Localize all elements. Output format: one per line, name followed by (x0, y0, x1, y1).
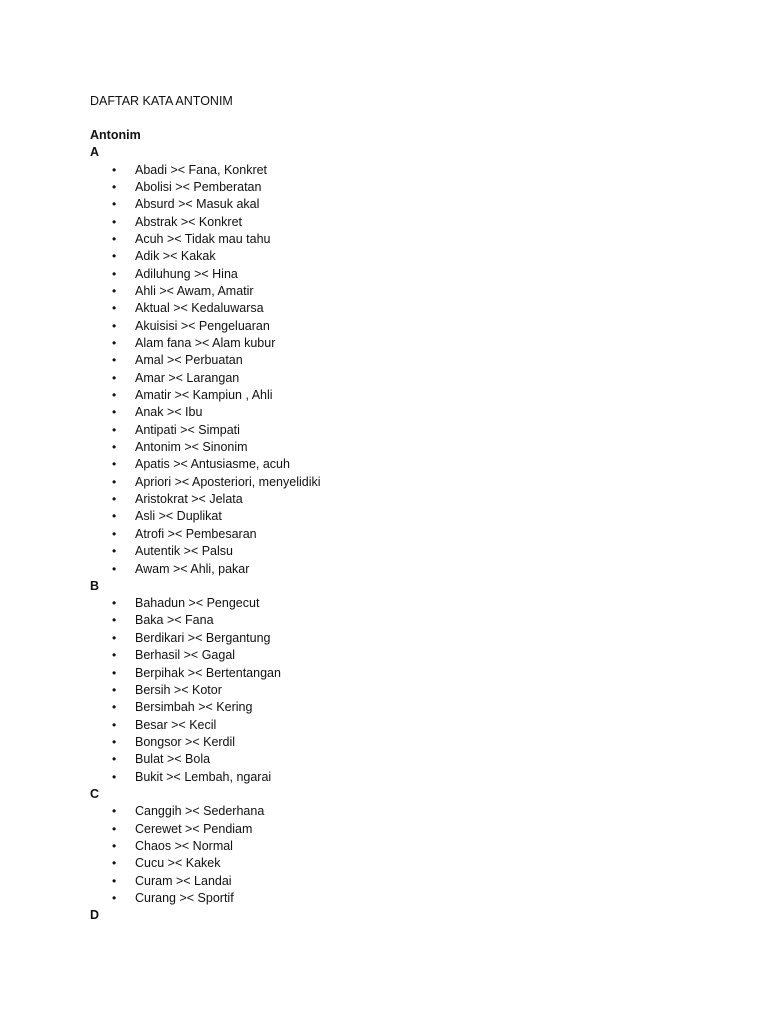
list-item (90, 647, 730, 664)
bullet-icon: • (112, 630, 117, 645)
list-item (90, 769, 730, 786)
bullet-icon: • (112, 838, 117, 853)
list-item (90, 803, 730, 820)
bullet-icon: • (112, 873, 117, 888)
list-item-text: Anak >< Ibu (135, 405, 203, 420)
bullet-icon: • (112, 440, 117, 455)
bullet-icon: • (112, 596, 117, 611)
list-item (90, 630, 730, 647)
list-item-text: Adik >< Kakak (135, 249, 216, 264)
list-item-text: Abadi >< Fana, Konkret (135, 162, 268, 177)
bullet-icon: • (112, 752, 117, 767)
bullet-icon: • (112, 492, 117, 507)
list-item (90, 595, 730, 612)
bullet-icon: • (112, 717, 117, 732)
list-item (90, 231, 730, 248)
list-item (90, 335, 730, 352)
list-item (90, 717, 730, 734)
bullet-icon: • (112, 734, 117, 749)
list-item (90, 370, 730, 387)
list-item-text: Berpihak >< Bertentangan (135, 665, 281, 680)
list-item (90, 456, 730, 473)
list-item (90, 214, 730, 231)
list-item (90, 196, 730, 213)
list-item-text: Abolisi >< Pemberatan (135, 179, 262, 194)
list-item-text: Bulat >< Bola (135, 752, 211, 767)
list-item-text: Apriori >< Aposteriori, menyelidiki (135, 474, 321, 489)
list-item (90, 266, 730, 283)
bullet-icon: • (112, 856, 117, 871)
list-item-text: Amar >< Larangan (135, 370, 240, 385)
list-item (90, 162, 730, 179)
bullet-icon: • (112, 665, 117, 680)
list-item-text: Bukit >< Lembah, ngarai (135, 769, 272, 784)
list-item (90, 665, 730, 682)
list-item (90, 387, 730, 404)
bullet-icon: • (112, 509, 117, 524)
bullet-icon: • (112, 561, 117, 576)
document-title: DAFTAR KATA ANTONIM (90, 94, 233, 108)
bullet-icon: • (112, 700, 117, 715)
bullet-icon: • (112, 457, 117, 472)
bullet-icon: • (112, 422, 117, 437)
bullet-icon: • (112, 405, 117, 420)
list-item-text: Bersimbah >< Kering (135, 700, 253, 715)
list-item-text: Bahadun >< Pengecut (135, 596, 260, 611)
antonym-list-a (90, 162, 730, 578)
list-item-text: Canggih >< Sederhana (135, 804, 265, 819)
list-item (90, 283, 730, 300)
list-item-text: Chaos >< Normal (135, 838, 233, 853)
list-item (90, 855, 730, 872)
list-item-text: Cucu >< Kakek (135, 856, 221, 871)
list-item (90, 422, 730, 439)
bullet-icon: • (112, 301, 117, 316)
list-item-text: Antipati >< Simpati (135, 422, 240, 437)
bullet-icon: • (112, 336, 117, 351)
list-item (90, 318, 730, 335)
list-item-text: Berdikari >< Bergantung (135, 630, 271, 645)
list-item (90, 404, 730, 421)
bullet-icon: • (112, 613, 117, 628)
list-item (90, 612, 730, 629)
list-item-text: Besar >< Kecil (135, 717, 217, 732)
list-item (90, 890, 730, 907)
list-item-text: Bersih >< Kotor (135, 682, 222, 697)
document-page (90, 93, 730, 925)
list-item-text: Amal >< Perbuatan (135, 353, 243, 368)
list-item (90, 179, 730, 196)
list-item (90, 751, 730, 768)
bullet-icon: • (112, 890, 117, 905)
list-item (90, 682, 730, 699)
list-item-text: Antonim >< Sinonim (135, 440, 248, 455)
antonym-sections (90, 144, 730, 924)
list-item (90, 543, 730, 560)
bullet-icon: • (112, 318, 117, 333)
bullet-icon: • (112, 162, 117, 177)
antonym-list-b (90, 595, 730, 786)
letter-heading-a: A (90, 145, 100, 160)
list-item-text: Alam fana >< Alam kubur (135, 336, 276, 351)
list-item (90, 699, 730, 716)
bullet-icon: • (112, 648, 117, 663)
bullet-icon: • (112, 682, 117, 697)
list-item-text: Aktual >< Kedaluwarsa (135, 301, 264, 316)
list-item-text: Abstrak >< Konkret (135, 214, 243, 229)
list-item-text: Baka >< Fana (135, 613, 214, 628)
list-item-text: Bongsor >< Kerdil (135, 734, 236, 749)
bullet-icon: • (112, 388, 117, 403)
bullet-icon: • (112, 249, 117, 264)
list-item (90, 491, 730, 508)
list-item-text: Akuisisi >< Pengeluaran (135, 318, 270, 333)
list-item (90, 439, 730, 456)
list-item (90, 734, 730, 751)
bullet-icon: • (112, 214, 117, 229)
list-item-text: Curam >< Landai (135, 873, 232, 888)
list-item-text: Curang >< Sportif (135, 890, 234, 905)
bullet-icon: • (112, 821, 117, 836)
letter-heading-d: D (90, 908, 100, 923)
list-item-text: Cerewet >< Pendiam (135, 821, 253, 836)
list-item (90, 821, 730, 838)
bullet-icon: • (112, 769, 117, 784)
letter-heading-b: B (90, 578, 100, 593)
antonym-list-c (90, 803, 730, 907)
list-item-text: Absurd >< Masuk akal (135, 197, 260, 212)
bullet-icon: • (112, 197, 117, 212)
list-item-text: Berhasil >< Gagal (135, 648, 236, 663)
bullet-icon: • (112, 370, 117, 385)
list-item (90, 838, 730, 855)
bullet-icon: • (112, 266, 117, 281)
bullet-icon: • (112, 231, 117, 246)
list-item (90, 300, 730, 317)
bullet-icon: • (112, 474, 117, 489)
list-item-text: Adiluhung >< Hina (135, 266, 238, 281)
list-item (90, 352, 730, 369)
list-item-text: Apatis >< Antusiasme, acuh (135, 457, 290, 472)
list-item (90, 508, 730, 525)
section-heading: Antonim (90, 128, 141, 142)
bullet-icon: • (112, 544, 117, 559)
bullet-icon: • (112, 526, 117, 541)
list-item (90, 248, 730, 265)
list-item (90, 474, 730, 491)
list-item-text: Autentik >< Palsu (135, 544, 233, 559)
bullet-icon: • (112, 804, 117, 819)
list-item-text: Asli >< Duplikat (135, 509, 222, 524)
list-item (90, 526, 730, 543)
bullet-icon: • (112, 284, 117, 298)
list-item-text: Aristokrat >< Jelata (135, 492, 243, 507)
list-item (90, 561, 730, 578)
bullet-icon: • (112, 353, 117, 368)
list-item (90, 873, 730, 890)
list-item-text: Atrofi >< Pembesaran (135, 526, 257, 541)
bullet-icon: • (112, 179, 117, 194)
list-item-text: Amatir >< Kampiun , Ahli (135, 388, 273, 403)
letter-heading-c: C (90, 786, 100, 801)
list-item-text: Acuh >< Tidak mau tahu (135, 231, 271, 246)
list-item-text: Awam >< Ahli, pakar (135, 561, 250, 576)
list-item-text: Ahli >< Awam, Amatir (135, 284, 254, 298)
